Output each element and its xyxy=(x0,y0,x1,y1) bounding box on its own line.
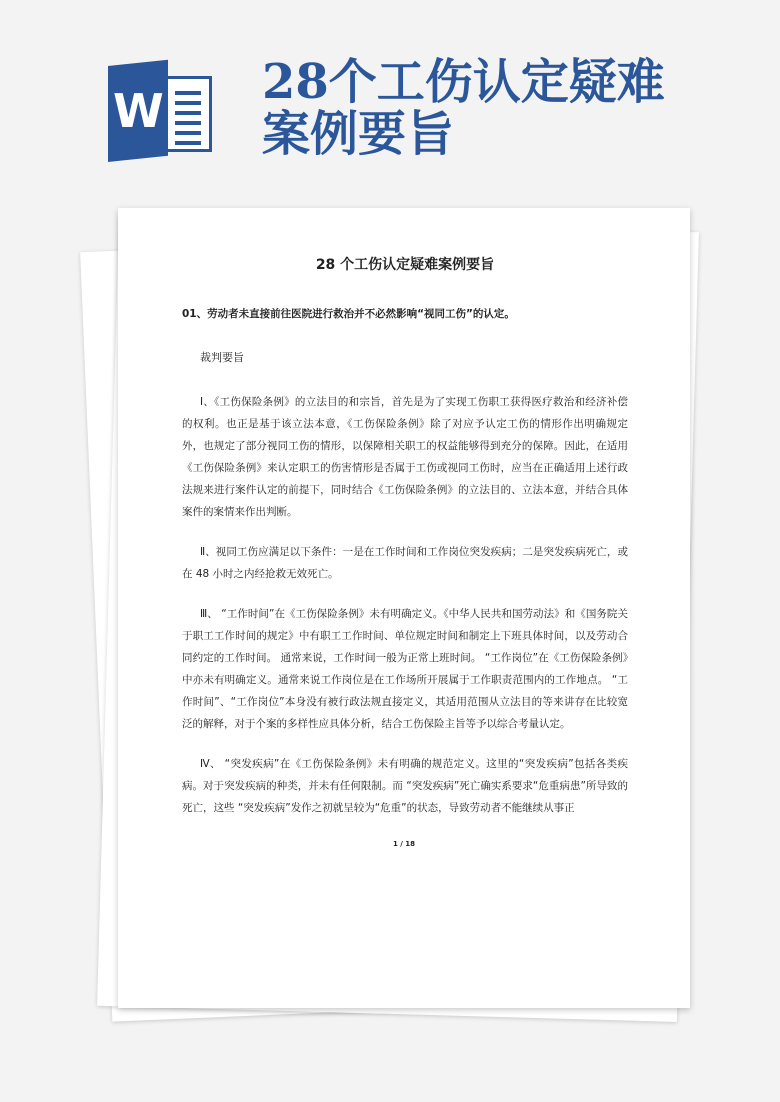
section-heading: 01、劳动者未直接前往医院进行救治并不必然影响“视同工伤”的认定。 xyxy=(182,308,515,320)
hero-title: 28个工伤认定疑难案例要旨 xyxy=(262,54,665,162)
word-logo-letter: W xyxy=(112,83,164,138)
subheading: 裁判要旨 xyxy=(200,351,244,364)
document-page xyxy=(118,208,690,1008)
word-badge xyxy=(108,60,168,162)
paragraph-4: Ⅳ、 “突发疾病”在《工伤保险条例》未有明确的规范定义。这里的“突发疾病”包括各类疾病。对于突发疾病的种类，并未有任何限制。而 “突发疾病”死亡确实系要求“危重病患”所导致的死亡，这些 “突发疾病”发作之初就呈较为“危重”的状态，导致劳动者不能继续从事正 xyxy=(182,758,628,814)
paragraph-2: Ⅱ、视同工伤应满足以下条件：一是在工作时间和工作岗位突发疾病；二是突发疾病死亡，或在 48 小时之内经抢救无效死亡。 xyxy=(182,546,628,580)
paragraph-1: Ⅰ、《工伤保险条例》的立法目的和宗旨，首先是为了实现工伤职工获得医疗救治和经济补偿的权利。也正是基于该立法本意，《工伤保险条例》除了对应予认定工伤的情形作出明确规定外，也规定了部分视同工伤的情形，以保障相关职工的权益能够得到充分的保障。因此，在适用《工伤保险条例》来认定职工的伤害情形是否属于工伤或视同工伤时，应当在正确适用上述行政法规来进行案件认定的前提下，同时结合《工伤保险条例》的立法目的、立法本意，并结合具体案件的案情来作出判断。 xyxy=(182,396,628,518)
paragraph-3: Ⅲ、 “工作时间”在《工伤保险条例》未有明确定义。《中华人民共和国劳动法》和《国务院关于职工工作时间的规定》中有职工工作时间、单位规定时间和制定上下班具体时间，以及劳动合同约定的工作时间。 通常来说，工作时间一般为正常上班时间。 “工作岗位”在《工伤保险条例》中亦未有明确定义。通常来说工作岗位是在工作场所开展属于工作职责范围内的工作地点。 “工作时间”、“工作岗位”本身没有被行政法规直接定义，其适用范围从立法目的等来讲存在比较宽泛的解释，对于个案的多样性应具体分析，结合工伤保险主旨等予以综合考量认定。 xyxy=(182,608,628,730)
word-logo xyxy=(108,66,212,162)
document-title: 28 个工伤认定疑难案例要旨 xyxy=(315,257,495,273)
page-number: 1 / 18 xyxy=(392,840,416,848)
